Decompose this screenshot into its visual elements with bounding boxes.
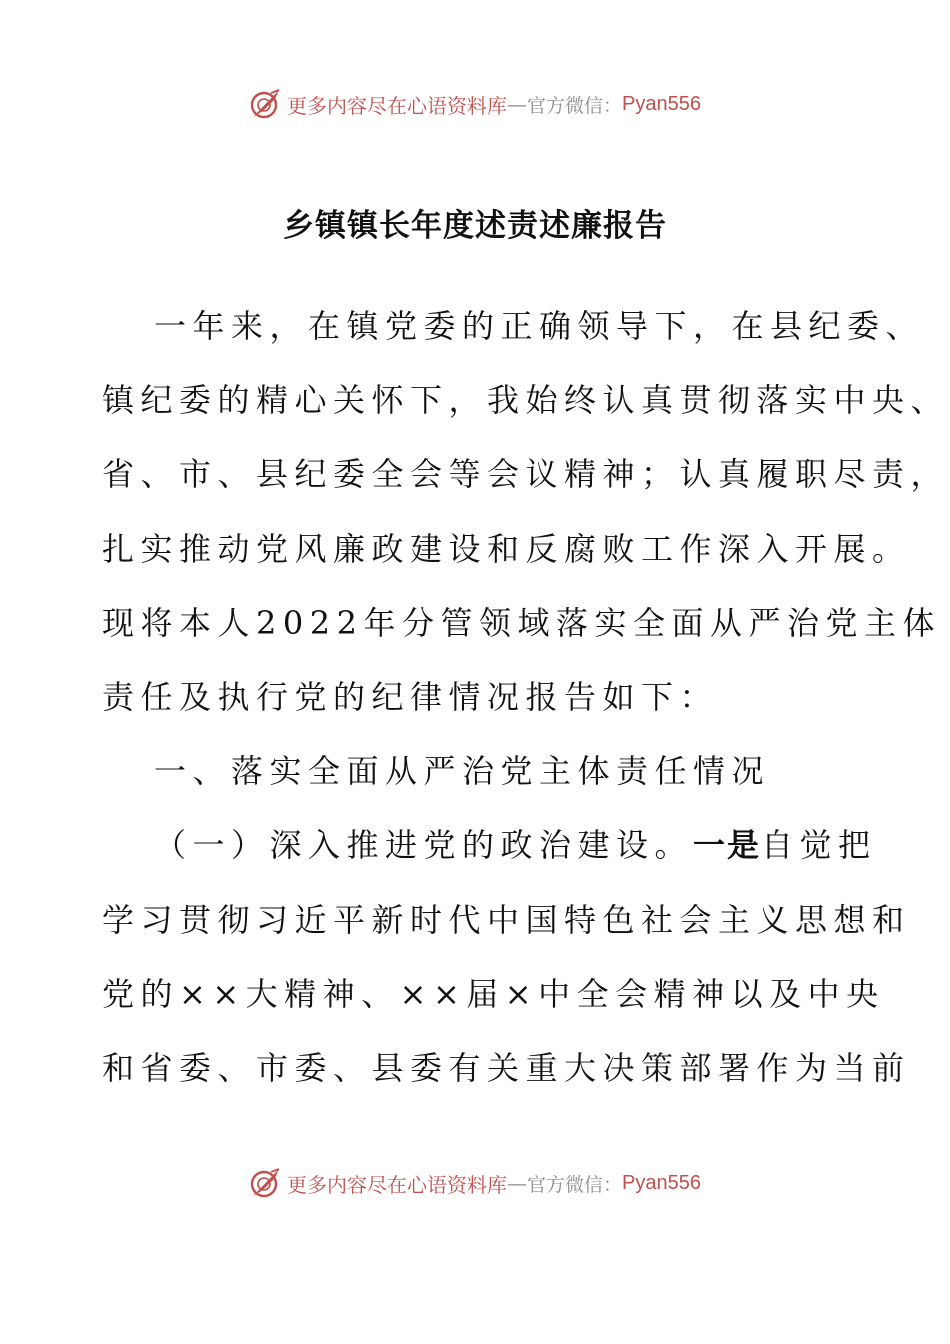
section-heading: 一、落实全面从严治党主体责任情况 xyxy=(154,752,771,791)
quill-pen-logo-icon xyxy=(249,87,283,121)
body-line: 学习贯彻习近平新时代中国特色社会主义思想和 xyxy=(102,900,911,939)
watermark-banner-top xyxy=(0,84,950,124)
quill-pen-logo-icon xyxy=(249,1166,283,1200)
watermark-text: 更多内容尽在心语资料库 xyxy=(287,1172,507,1197)
watermark-wechat-id: Pyan556 xyxy=(622,92,701,115)
watermark-separator: — xyxy=(507,92,527,116)
body-line: 一年来，在镇党委的正确领导下，在县纪委、 xyxy=(154,307,925,345)
body-line: 责任及执行党的纪律情况报告如下： xyxy=(102,678,719,717)
watermark-wechat-label: 官方微信： xyxy=(527,94,623,117)
body-line: 扎实推动党风廉政建设和反腐败工作深入开展。 xyxy=(102,529,911,568)
subsection-title: （一）深入推进党的政治建设。 xyxy=(154,826,694,865)
subsection-continuation: 自觉把 xyxy=(761,826,877,865)
watermark-wechat-label: 官方微信： xyxy=(527,1173,623,1196)
watermark-banner-bottom xyxy=(0,1163,950,1203)
body-line: 省、市、县纪委全会等会议精神；认真履职尽责， xyxy=(102,455,950,494)
body-line: 党的××大精神、××届×中全会精神以及中央 xyxy=(102,974,885,1013)
body-line: 镇纪委的精心关怀下，我始终认真贯彻落实中央、 xyxy=(102,381,950,420)
watermark-wechat-id: Pyan556 xyxy=(622,1171,701,1194)
bold-lead: 一是 xyxy=(693,826,762,865)
body-line: 和省委、市委、县委有关重大决策部署作为当前 xyxy=(102,1049,911,1088)
subsection-line xyxy=(102,808,877,882)
watermark-separator: — xyxy=(507,1171,527,1195)
document-body xyxy=(102,289,950,1105)
document-title: 乡镇镇长年度述责述廉报告 xyxy=(283,208,667,244)
body-line: 现将本人2022年分管领域落实全面从严治党主体 xyxy=(102,603,941,642)
watermark-text: 更多内容尽在心语资料库 xyxy=(287,93,507,118)
